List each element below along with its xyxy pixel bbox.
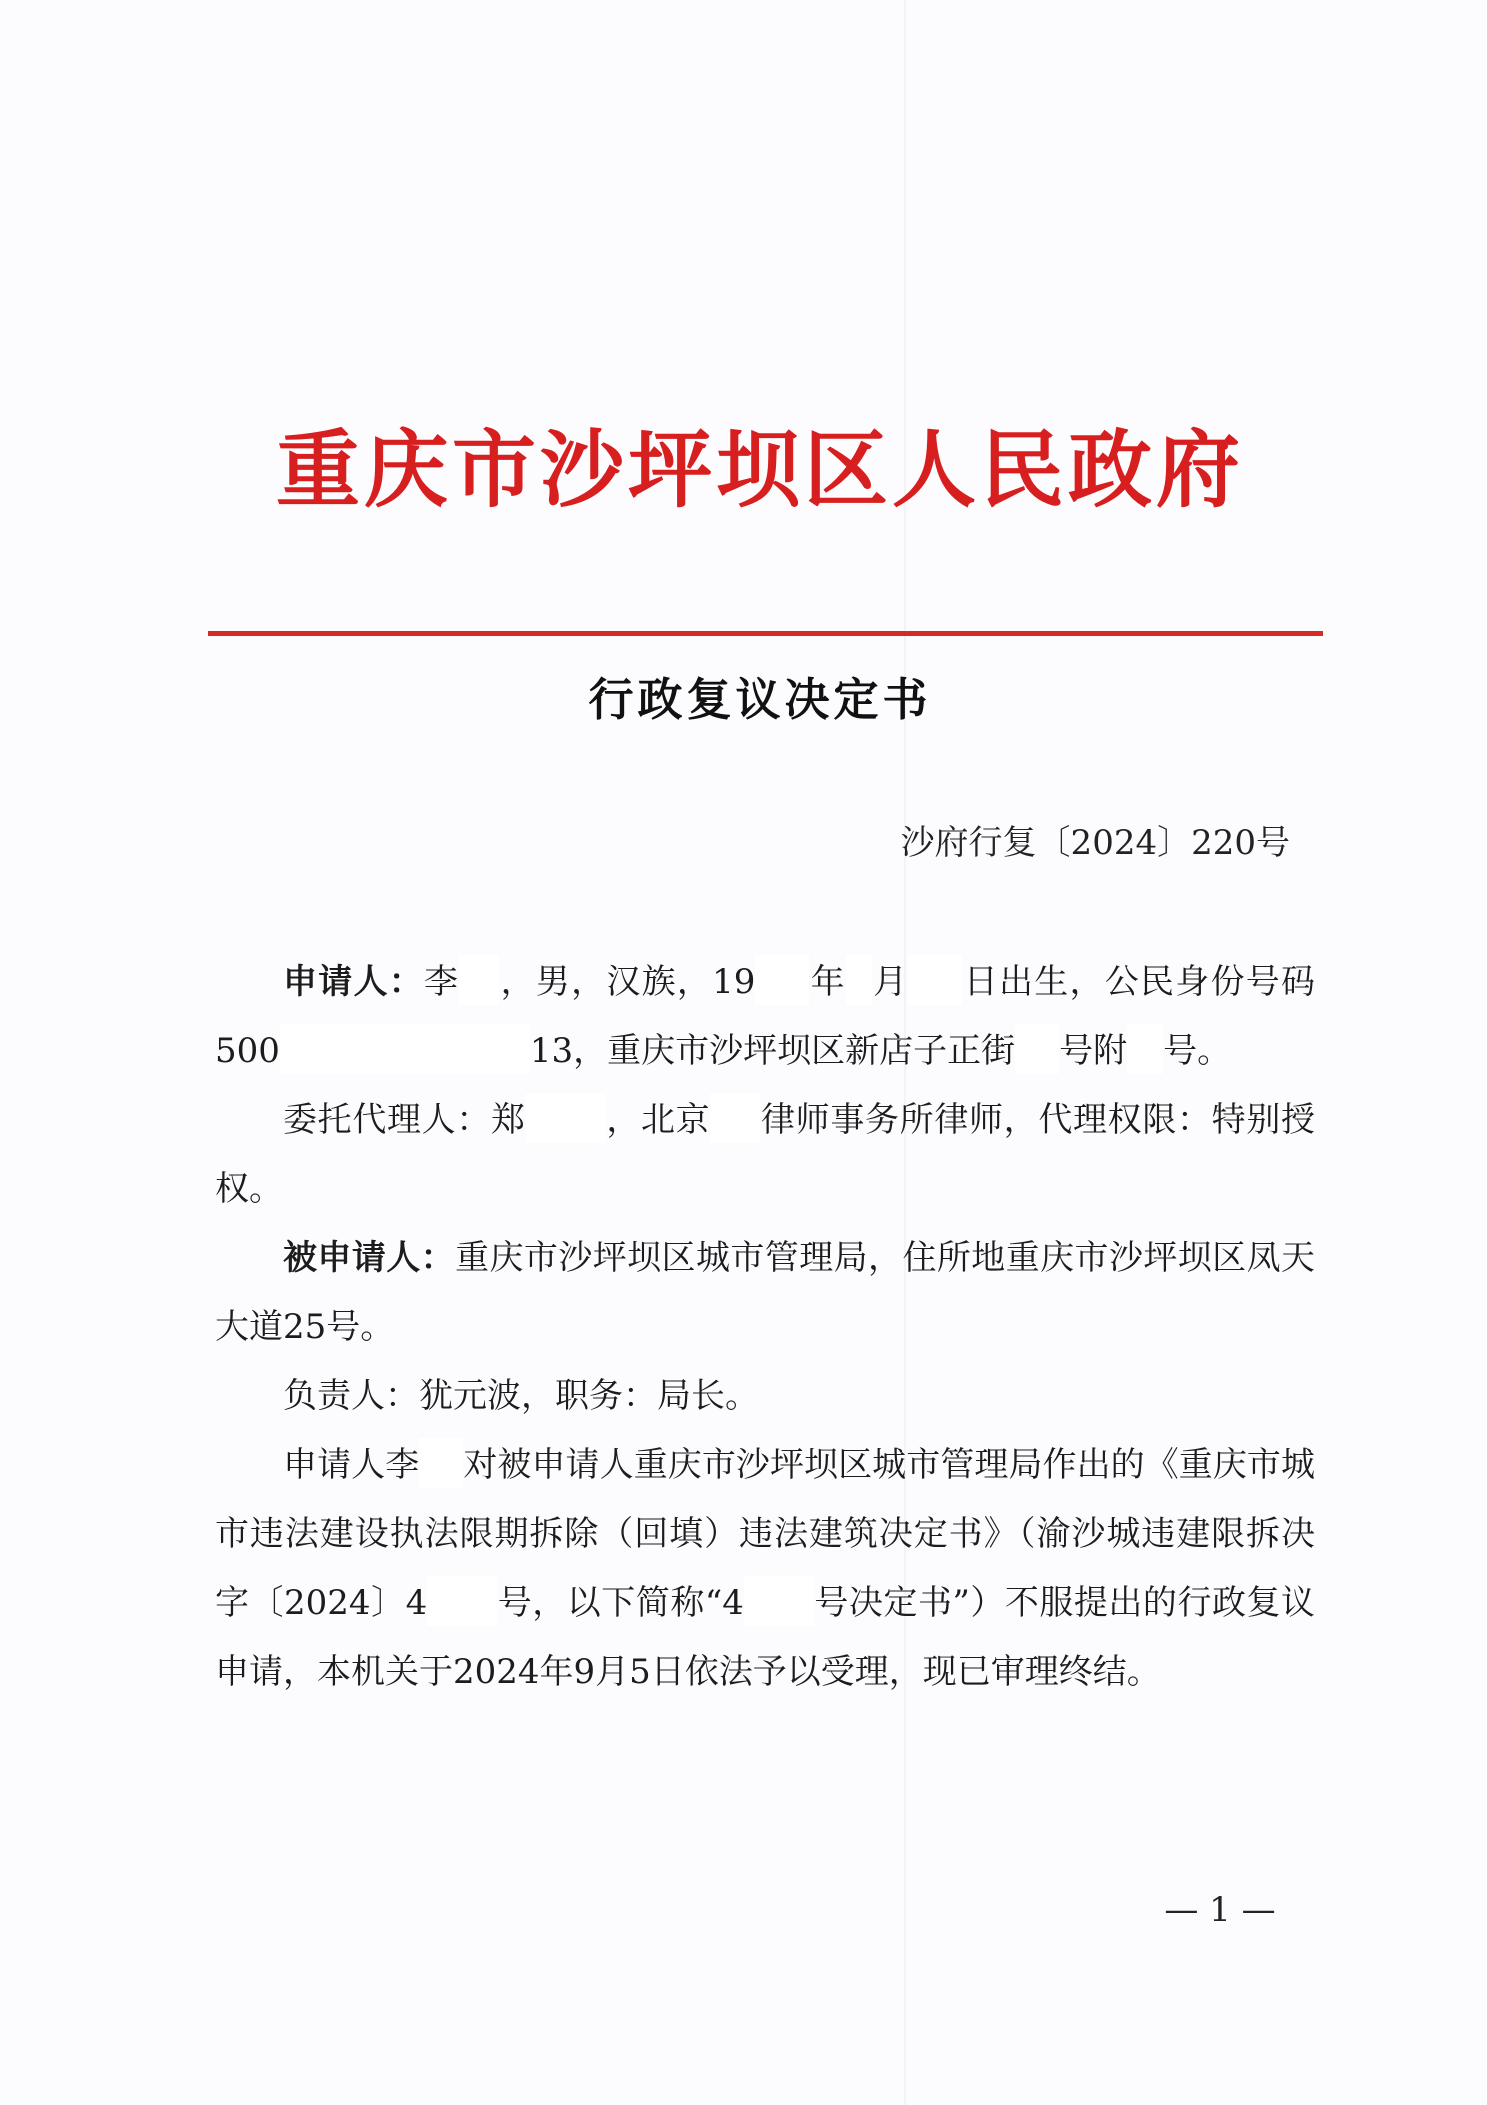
government-header: 重庆市沙坪坝区人民政府 [275,420,1244,519]
text-run: 号决定书”）不服提出的行政复议申请，本机关于2024年9月5日依法予以受理，现已审理终结。 [215,1583,1315,1692]
text-run: 号附 [1059,1031,1128,1071]
applicant-label: 申请人： [283,962,425,1002]
redaction-block [1127,1024,1163,1074]
redaction-block [427,1576,497,1626]
redaction-block [908,955,962,1005]
respondent-paragraph [215,1224,1315,1362]
document-title: 行政复议决定书 [588,673,932,726]
text-run: 号，以下简称“4 [497,1583,744,1623]
text-run: 申请人李 [283,1445,420,1485]
agent-paragraph [215,1086,1315,1224]
text-run: ，北京 [605,1100,711,1140]
document-body [215,948,1315,1707]
red-divider-line [208,631,1323,636]
redaction-block [755,955,809,1005]
text-run: 日出生，公民身份号码500 [215,962,1316,1071]
text-run: 对被申请人重庆市沙坪坝区城市管理局作出的《重庆市城市违法建设执法限期拆除（回填）违法建筑决定书》（渝沙城违建限拆决字〔2024〕4 [215,1445,1316,1623]
redaction-block [459,955,499,1005]
text-run: 号。 [1163,1031,1232,1071]
case-paragraph [215,1431,1315,1707]
respondent-label: 被申请人： [283,1238,456,1278]
redaction-block [526,1093,606,1143]
applicant-paragraph [215,948,1315,1086]
text-run: 委托代理人：郑 [283,1100,526,1140]
redaction-block [710,1093,760,1143]
document-number: 沙府行复〔2024〕220号 [900,823,1290,863]
redaction-block [280,1024,530,1074]
redaction-block [419,1438,463,1488]
page-number: — 1 — [1164,1890,1276,1930]
redaction-block [1015,1024,1059,1074]
redaction-block [744,1576,814,1626]
text-run: 重庆市沙坪坝区城市管理局，住所地重庆市沙坪坝区凤天大道25号。 [215,1238,1316,1347]
text-run: 13，重庆市沙坪坝区新店子正街 [529,1031,1016,1071]
text-run: 律师事务所律师，代理权限：特别授权。 [215,1100,1316,1209]
text-run: 年 [809,962,846,1002]
text-run: 负责人：犹元波，职务：局长。 [283,1376,759,1416]
redaction-block [846,955,872,1005]
text-run: 月 [871,962,909,1002]
text-run: ，男，汉族，19 [499,962,756,1002]
responsible-person-paragraph [215,1362,1315,1431]
text-run: 李 [424,962,460,1002]
